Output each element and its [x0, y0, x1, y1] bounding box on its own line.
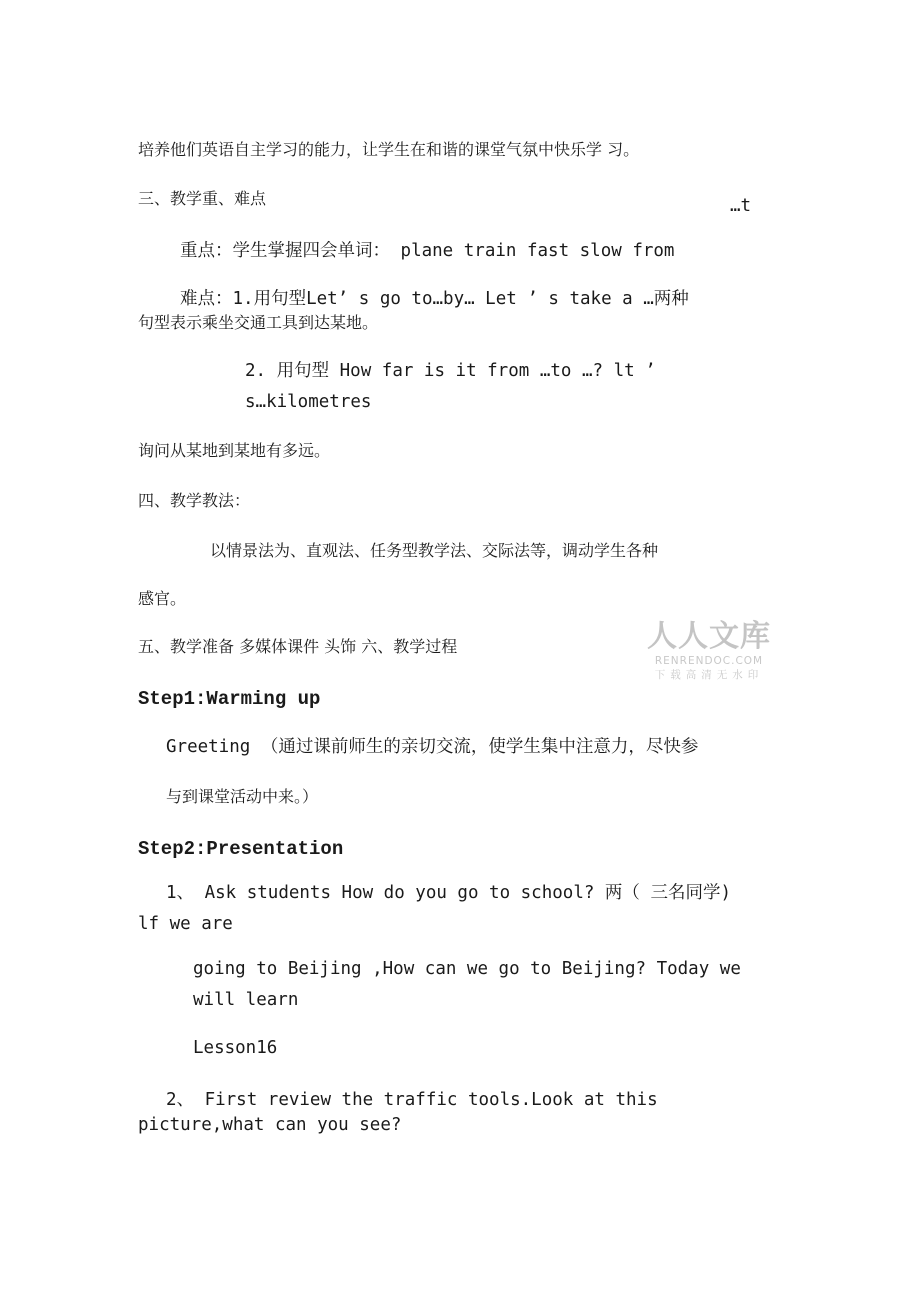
- body-text-line: 2. 用句型 How far is it from …to …? lt ’: [245, 361, 656, 381]
- section-heading: 五、教学准备 多媒体课件 头饰 六、教学过程: [138, 637, 458, 656]
- body-text-line: 与到课堂活动中来。）: [166, 787, 319, 806]
- body-text-line: 培养他们英语自主学习的能力，让学生在和谐的课堂气氛中快乐学 习。: [138, 140, 640, 159]
- body-text-line: 1、 Ask students How do you go to school? 两（ 三名同学): [166, 883, 732, 903]
- watermark-site: RENRENDOC.COM: [654, 655, 764, 667]
- section-heading: 三、教学重、难点: [138, 189, 267, 208]
- body-text-line: picture,what can you see?: [138, 1115, 402, 1135]
- body-text-line: 难点：1.用句型Let’ s go to…by… Let ’ s take a …两种: [180, 289, 689, 309]
- watermark-logo: 人人文库: [647, 619, 771, 654]
- watermark-tagline: 下载高清无水印: [654, 668, 764, 681]
- body-text-line: Lesson16: [193, 1038, 278, 1058]
- section-heading: 四、教学教法：: [138, 491, 251, 510]
- body-text-line: 以情景法为、直观法、任务型教学法、交际法等，调动学生各种: [210, 541, 659, 560]
- body-text-line: 感官。: [138, 589, 187, 608]
- body-text-line: s…kilometres: [245, 392, 372, 412]
- body-text-line: 重点：学生掌握四会单词： plane train fast slow from: [180, 241, 675, 261]
- step-heading: Step1:Warming up: [138, 688, 321, 710]
- stray-text: …t: [730, 196, 752, 216]
- step-heading: Step2:Presentation: [138, 838, 344, 860]
- body-text-line: will learn: [193, 990, 299, 1010]
- body-text-line: Greeting （通过课前师生的亲切交流，使学生集中注意力，尽快参: [166, 737, 699, 757]
- body-text-line: 句型表示乘坐交通工具到达某地。: [138, 313, 379, 332]
- body-text-line: going to Beijing ,How can we go to Beijing? Today we: [193, 959, 741, 979]
- watermark: [646, 619, 772, 681]
- body-text-line: lf we are: [138, 914, 233, 934]
- body-text-line: 2、 First review the traffic tools.Look at this: [166, 1090, 658, 1110]
- body-text-line: 询问从某地到某地有多远。: [138, 441, 331, 460]
